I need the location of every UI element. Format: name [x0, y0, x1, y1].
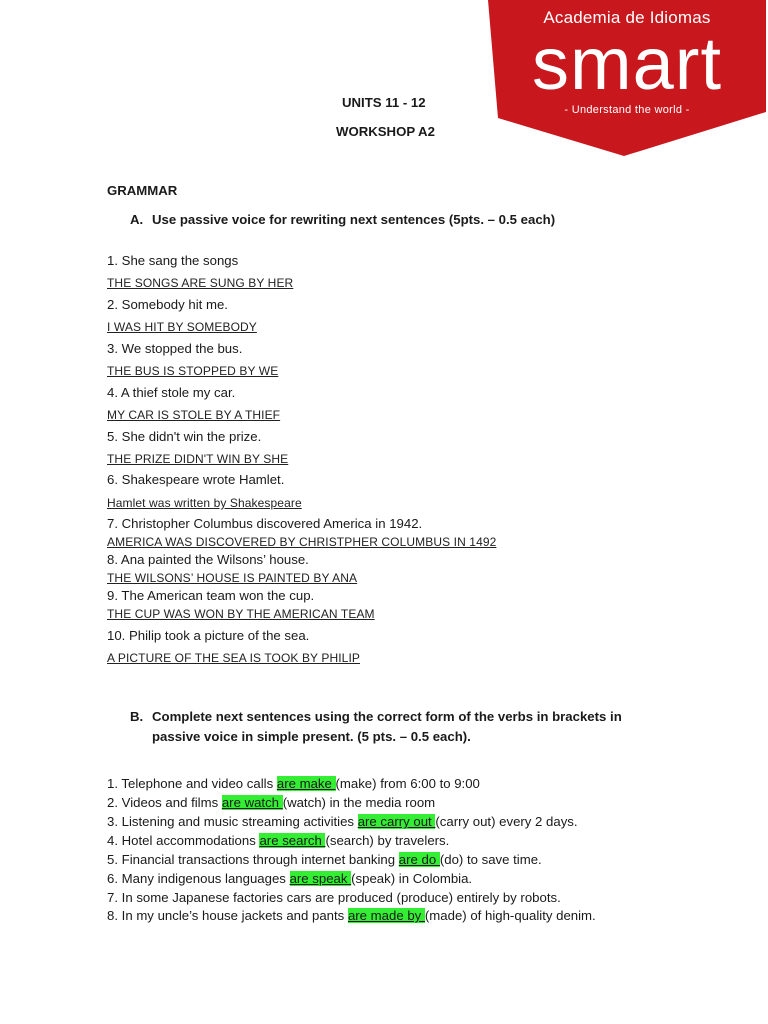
question-10: 10. Philip took a picture of the sea. [107, 628, 310, 643]
sentence-2-answer: are watch [221, 795, 283, 810]
section-a-instruction: Use passive voice for rewriting next sentences (5pts. – 0.5 each) [152, 212, 556, 227]
sentence-4-answer: are search [259, 833, 326, 848]
answer-5: THE PRIZE DIDN'T WIN BY SHE [107, 452, 289, 466]
answer-9: THE CUP WAS WON BY THE AMERICAN TEAM [107, 607, 375, 621]
question-7: 7. Christopher Columbus discovered America in 1942. [107, 516, 423, 531]
academy-logo [488, 0, 766, 158]
sentence-6-start: 6. Many indigenous languages [107, 871, 290, 886]
grammar-heading: GRAMMAR [107, 183, 178, 198]
question-2: 2. Somebody hit me. [107, 297, 228, 312]
question-5: 5. She didn't win the prize. [107, 429, 262, 444]
sentence-8-start: 8. In my uncle’s house jackets and pants [107, 908, 348, 923]
section-b-letter: B. [130, 709, 144, 724]
logo-top-text: Academia de Idiomas [543, 8, 711, 27]
sentence-1 [107, 775, 480, 793]
sentence-7 [107, 889, 561, 907]
section-b-instruction-line2: passive voice in simple present. (5 pts. – 0.5 each). [152, 729, 471, 744]
question-9: 9. The American team won the cup. [107, 588, 315, 603]
sentence-2 [107, 794, 435, 812]
sentence-4 [107, 832, 449, 850]
sentence-1-start: 1. Telephone and video calls [107, 776, 277, 791]
sentence-5-end: (do) to save time. [439, 852, 542, 867]
sentence-6 [107, 870, 472, 888]
sentence-5-answer: are do [398, 852, 440, 867]
answer-10: A PICTURE OF THE SEA IS TOOK BY PHILIP [107, 651, 360, 665]
logo-word: smart [532, 22, 722, 105]
section-a-letter: A. [130, 212, 144, 227]
units-title: UNITS 11 - 12 [342, 95, 426, 110]
question-3: 3. We stopped the bus. [107, 341, 243, 356]
sentence-8-end: (made) of high-quality denim. [424, 908, 596, 923]
question-6: 6. Shakespeare wrote Hamlet. [107, 472, 285, 487]
answer-6: Hamlet was written by Shakespeare [107, 496, 302, 510]
question-1: 1. She sang the songs [107, 253, 239, 268]
sentence-5 [107, 851, 542, 869]
sentence-1-answer: are make [276, 776, 336, 791]
sentence-2-start: 2. Videos and films [107, 795, 222, 810]
answer-4: MY CAR IS STOLE BY A THIEF [107, 408, 281, 422]
sentence-6-end: (speak) in Colombia. [351, 871, 473, 886]
sentence-1-end: (make) from 6:00 to 9:00 [335, 776, 480, 791]
logo-tagline: - Understand the world - [564, 104, 690, 116]
sentence-4-start: 4. Hotel accommodations [107, 833, 260, 848]
sentence-8-answer: are made by [347, 908, 425, 923]
sentence-6-answer: are speak [289, 871, 352, 886]
sentence-2-end: (watch) in the media room [282, 795, 436, 810]
question-4: 4. A thief stole my car. [107, 385, 236, 400]
answer-3: THE BUS IS STOPPED BY WE [107, 364, 279, 378]
sentence-5-start: 5. Financial transactions through internet banking [107, 852, 399, 867]
sentence-3-start: 3. Listening and music streaming activities [107, 814, 358, 829]
answer-1: THE SONGS ARE SUNG BY HER [107, 276, 294, 290]
sentence-3 [107, 813, 578, 831]
sentence-7-text: 7. In some Japanese factories cars are produced (produce) entirely by robots. [107, 890, 561, 905]
workshop-title: WORKSHOP A2 [336, 124, 435, 139]
sentence-3-end: (carry out) every 2 days. [435, 814, 578, 829]
answer-2: I WAS HIT BY SOMEBODY [107, 320, 257, 334]
section-b-instruction-line1: Complete next sentences using the correct form of the verbs in brackets in [152, 709, 622, 724]
sentence-4-end: (search) by travelers. [325, 833, 450, 848]
sentence-3-answer: are carry out [357, 814, 436, 829]
answer-7: AMERICA WAS DISCOVERED BY CHRISTPHER COLUMBUS IN 1492 [107, 535, 497, 549]
sentence-8 [107, 907, 596, 925]
question-8: 8. Ana painted the Wilsons’ house. [107, 552, 309, 567]
answer-8: THE WILSONS’ HOUSE IS PAINTED BY ANA [107, 571, 358, 585]
